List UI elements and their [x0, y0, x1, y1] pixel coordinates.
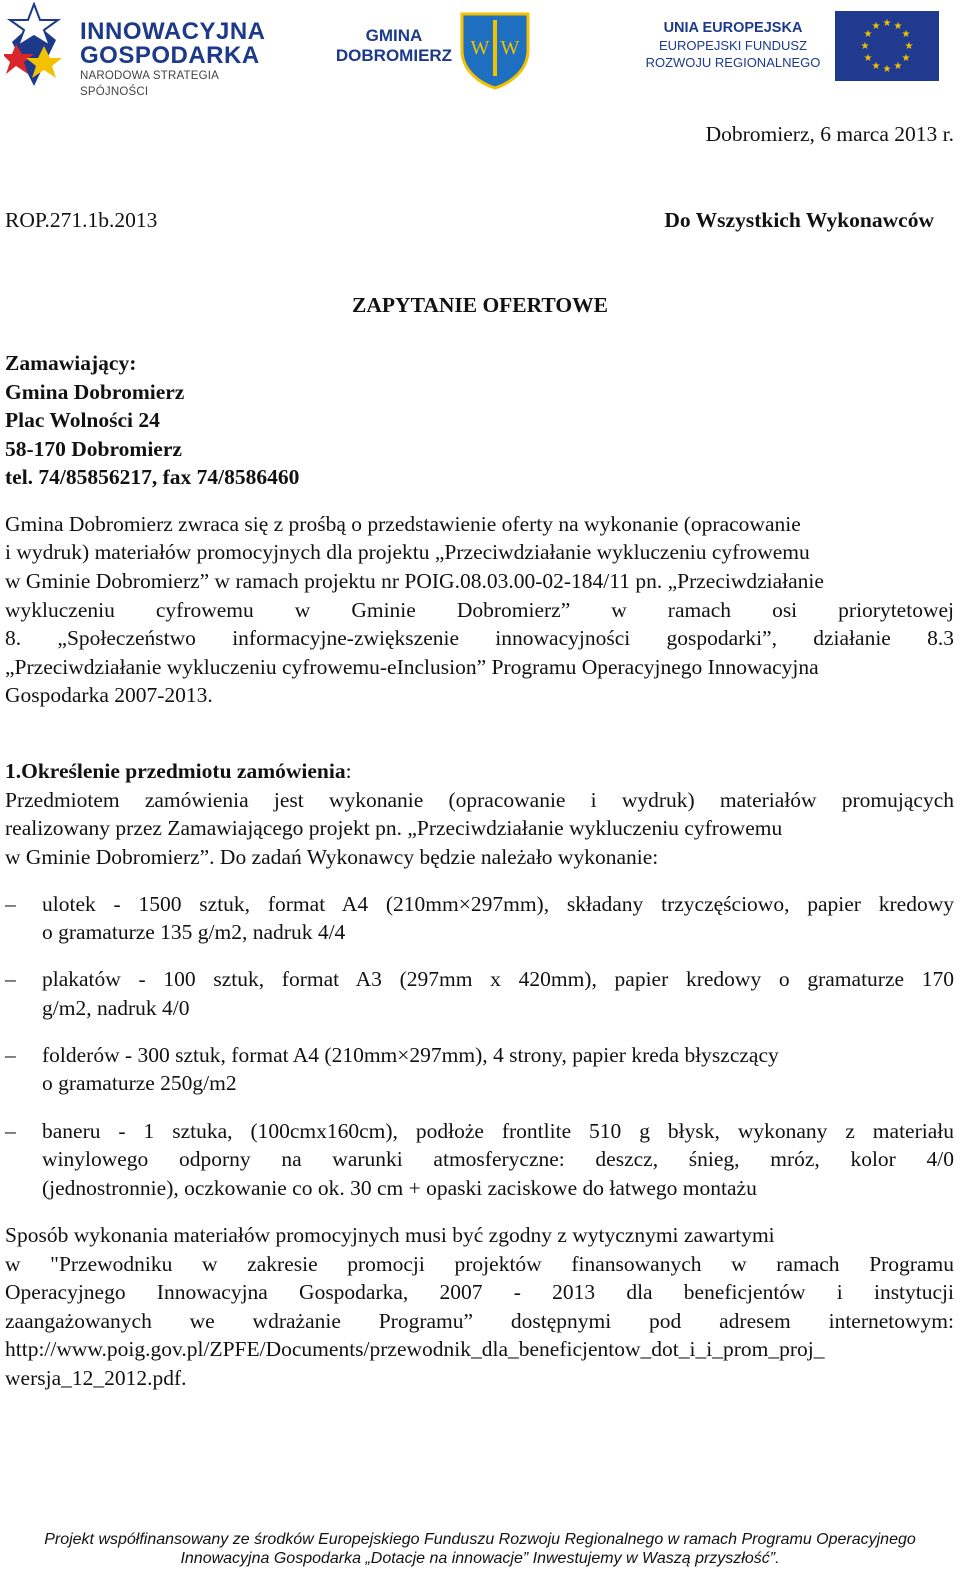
date-line: Dobromierz, 6 marca 2013 r. [705, 122, 954, 146]
section-1-heading-colon: : [345, 759, 352, 783]
intro-line: Gospodarka 2007-2013. [5, 683, 213, 707]
svg-text:★: ★ [882, 18, 892, 29]
ordering-party-city: 58-170 Dobromierz [5, 436, 182, 461]
svg-text:★: ★ [901, 53, 911, 64]
logo-text-innowacyjna: INNOWACYJNA [80, 18, 266, 45]
section-1-heading [5, 757, 352, 786]
intro-line: Gmina Dobromierz zwraca się z prośbą o przedstawienie oferty na wykonanie (opracowanie [5, 512, 801, 536]
section-1-line: Przedmiotem zamówienia jest wykonanie (opracowanie i wydruk) materiałów promujących [5, 788, 954, 812]
svg-text:★: ★ [904, 41, 914, 52]
reference-number: ROP.271.1b.2013 [5, 208, 158, 232]
svg-text:★: ★ [860, 41, 870, 52]
svg-text:★: ★ [871, 61, 881, 72]
logo-text-gospodarka: GOSPODARKA [80, 42, 260, 69]
logo-text-unia: UNIA EUROPEJSKA [663, 20, 803, 36]
ordering-party-block [5, 349, 299, 492]
guidelines-line: Operacyjnego Innowacyjna Gospodarka, 2007 - 2013 dla beneficjentów i instytucji [5, 1280, 954, 1304]
svg-text:★: ★ [863, 53, 873, 64]
footer-line-2: Innowacyjna Gospodarka „Dotacje na innowacje” Inwestujemy w Waszą przyszłość”. [180, 1550, 780, 1567]
eu-erdf-logo [640, 10, 940, 85]
guidelines-line: zaangażowanych we wdrażanie Programu” dostępnymi pod adresem internetowym: [5, 1309, 954, 1333]
list-dash: – [5, 967, 16, 991]
list-item-line: g/m2, nadruk 4/0 [42, 996, 190, 1020]
svg-text:W: W [500, 37, 520, 59]
intro-line: w Gminie Dobromierz” w ramach projektu nr POIG.08.03.00-02-184/11 pn. „Przeciwdziałanie [5, 569, 824, 593]
ordering-party-label: Zamawiający: [5, 351, 137, 375]
addressee: Do Wszystkich Wykonawców [664, 208, 934, 232]
svg-text:★: ★ [893, 21, 903, 32]
list-dash: – [5, 1119, 16, 1143]
ordering-party-street: Plac Wolności 24 [5, 408, 160, 433]
coat-of-arms-icon [458, 10, 532, 90]
section-1-heading-text: 1.Określenie przedmiotu zamówienia [5, 759, 346, 783]
list-item-line: winylowego odporny na warunki atmosferyczne: deszcz, śnieg, mróz, kolor 4/0 [42, 1147, 954, 1171]
svg-text:★: ★ [901, 29, 911, 40]
intro-line: 8. „Społeczeństwo informacyjne-zwiększenie innowacyjności gospodarki”, działanie 8.3 [5, 626, 954, 650]
list-item-line: ulotek - 1500 sztuk, format A4 (210mm×297mm), składany trzyczęściowo, papier kredowy [42, 892, 954, 916]
guidelines-line: Sposób wykonania materiałów promocyjnych musi być zgodny z wytycznymi zawartymi [5, 1223, 775, 1247]
logo-text-dobromierz: DOBROMIERZ [335, 46, 453, 65]
svg-text:★: ★ [871, 21, 881, 32]
list-item-line: o gramaturze 250g/m2 [42, 1071, 237, 1095]
list-item-line: folderów - 300 sztuk, format A4 (210mm×297mm), 4 strony, papier kreda błyszczący [42, 1043, 779, 1067]
list-item-line: o gramaturze 135 g/m2, nadruk 4/4 [42, 920, 346, 944]
guidelines-url-end: wersja_12_2012.pdf. [5, 1366, 187, 1390]
eu-flag-icon [835, 11, 939, 81]
svg-text:W: W [470, 37, 490, 59]
list-item-line: (jednostronnie), oczkowanie co ok. 30 cm + opaski zaciskowe do łatwego montażu [42, 1176, 757, 1200]
document-title: ZAPYTANIE OFERTOWE [352, 293, 608, 317]
svg-text:★: ★ [882, 64, 892, 75]
section-1-line: w Gminie Dobromierz”. Do zadań Wykonawcy będzie należało wykonanie: [5, 845, 659, 869]
svg-text:★: ★ [893, 61, 903, 72]
intro-line: i wydruk) materiałów promocyjnych dla projektu „Przeciwdziałanie wykluczeniu cyfrowemu [5, 540, 810, 564]
gmina-dobromierz-logo [330, 10, 535, 90]
guidelines-line: w "Przewodniku w zakresie promocji projektów finansowanych w ramach Programu [5, 1252, 954, 1276]
intro-line: „Przeciwdziałanie wykluczeniu cyfrowemu-eInclusion” Programu Operacyjnego Innowacyjna [5, 655, 819, 679]
logo-text-fundusz: EUROPEJSKI FUNDUSZ [658, 38, 808, 53]
logo-text-strategia: NARODOWA STRATEGIA SPÓJNOŚCI [80, 70, 219, 98]
guidelines-url: http://www.poig.gov.pl/ZPFE/Documents/przewodnik_dla_beneficjentow_dot_i_i_prom_proj_ [5, 1337, 825, 1361]
list-dash: – [5, 892, 16, 916]
ordering-party-contact: tel. 74/85856217, fax 74/8586460 [5, 465, 300, 490]
star-emblem-icon [4, 2, 70, 88]
list-item-line: baneru - 1 sztuka, (100cmx160cm), podłoże frontlite 510 g błysk, wykonany z materiału [42, 1119, 954, 1143]
section-1-line: realizowany przez Zamawiającego projekt pn. „Przeciwdziałanie wykluczeniu cyfrowemu [5, 816, 783, 840]
svg-text:★: ★ [863, 29, 873, 40]
ordering-party-name: Gmina Dobromierz [5, 379, 185, 404]
list-dash: – [5, 1043, 16, 1067]
innowacyjna-gospodarka-logo [4, 2, 280, 98]
logo-text-gmina: GMINA [365, 26, 423, 45]
footer-line-1: Projekt współfinansowany ze środków Europejskiego Funduszu Rozwoju Regionalnego w ramach Programu Operacyjnego [44, 1531, 916, 1548]
intro-line: wykluczeniu cyfrowemu w Gminie Dobromierz” w ramach osi priorytetowej [5, 598, 954, 622]
logo-text-rozwoju: ROZWOJU REGIONALNEGO [645, 55, 821, 70]
list-item-line: plakatów - 100 sztuk, format A3 (297mm x 420mm), papier kredowy o gramaturze 170 [42, 967, 954, 991]
